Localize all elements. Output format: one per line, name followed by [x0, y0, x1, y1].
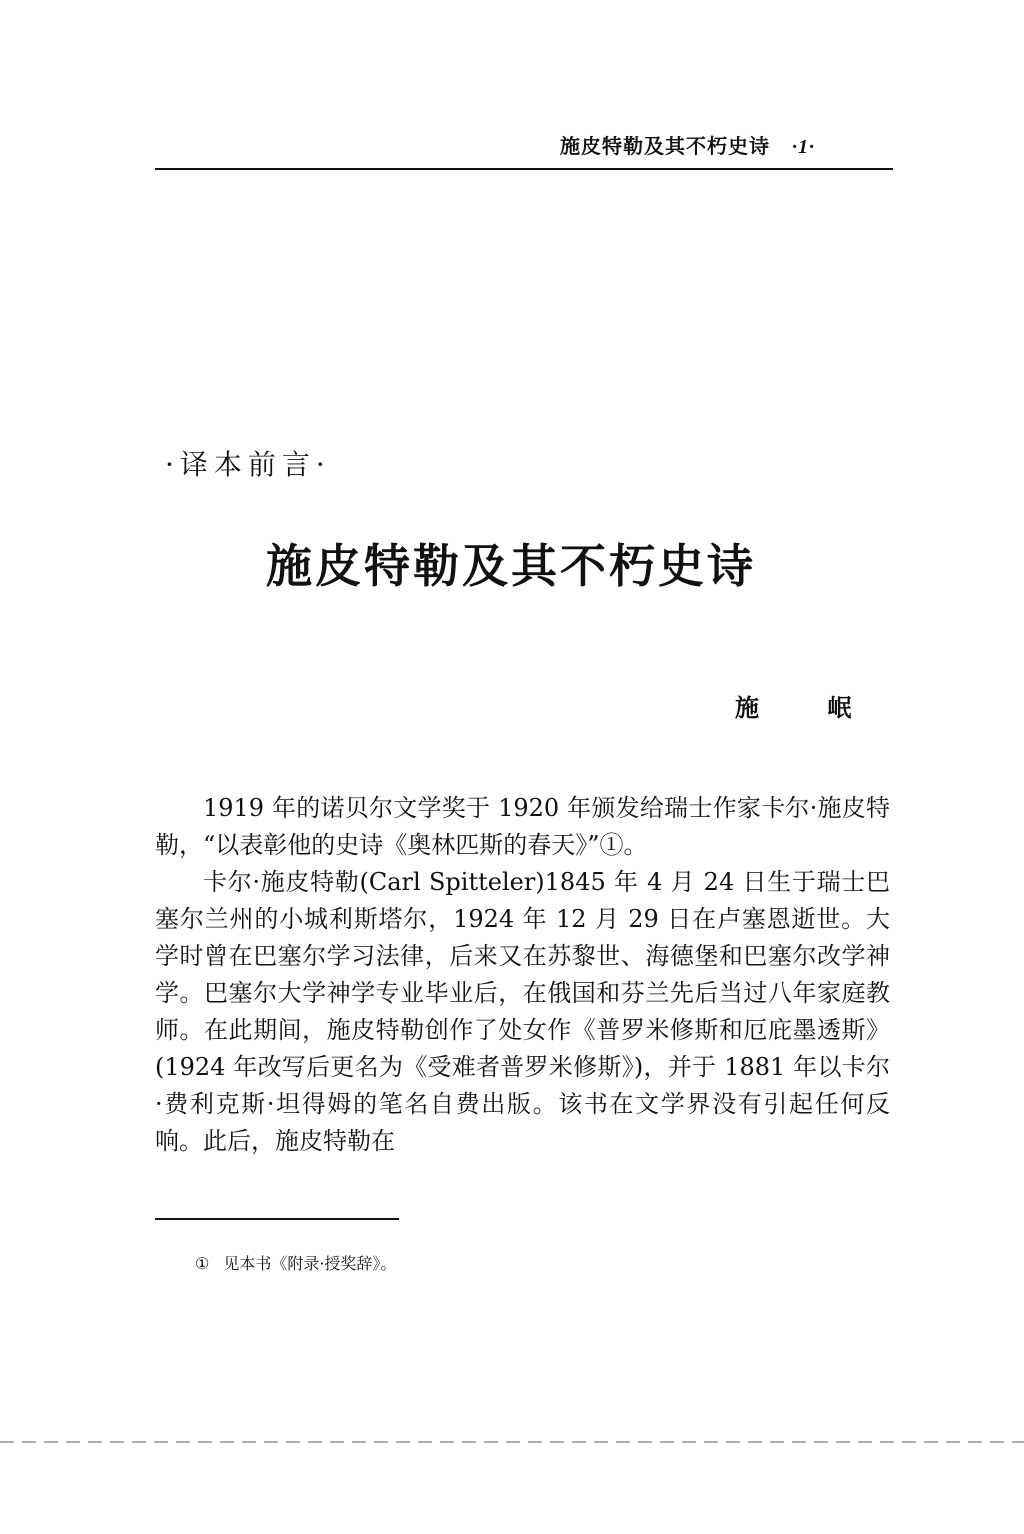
paragraph-1: 1919 年的诺贝尔文学奖于 1920 年颁发给瑞士作家卡尔·施皮特勒，“以表彰他的史诗《奥林匹斯的春天》”①。	[155, 794, 890, 859]
paragraph-2: 卡尔·施皮特勒(Carl Spitteler)1845 年 4 月 24 日生于瑞士巴塞尔兰州的小城利斯塔尔，1924 年 12 月 29 日在卢塞恩逝世。大学时曾在巴塞尔学习法律，后来又在苏黎世、海德堡和巴塞尔改学神学。巴塞尔大学神学专业毕业后，在俄国和芬兰先后当过八年家庭教师。在此期间，施皮特勒创作了处女作《普罗米修斯和厄庇墨透斯》(1924 年改写后更名为《受难者普罗米修斯》)，并于 1881 年以卡尔·费利克斯·坦得姆的笔名自费出版。该书在文学界没有引起任何反响。此后，施皮特勒在	[155, 868, 890, 1155]
running-head-title: 施皮特勒及其不朽史诗	[560, 134, 770, 158]
header-rule	[155, 168, 893, 170]
scan-artifact-line	[0, 1441, 1024, 1443]
running-head	[560, 130, 815, 159]
footnote-text: 见本书《附录·授奖辞》。	[223, 1254, 397, 1273]
author-name: 施 岷	[735, 693, 882, 722]
article-title: 施皮特勒及其不朽史诗	[266, 539, 756, 593]
body-text	[155, 790, 890, 1160]
page-number: ·1·	[792, 136, 815, 158]
footnote-mark: ①	[195, 1254, 210, 1273]
footnote	[195, 1251, 396, 1274]
section-label: ·译本前言·	[165, 448, 331, 481]
footnote-rule	[155, 1218, 399, 1220]
